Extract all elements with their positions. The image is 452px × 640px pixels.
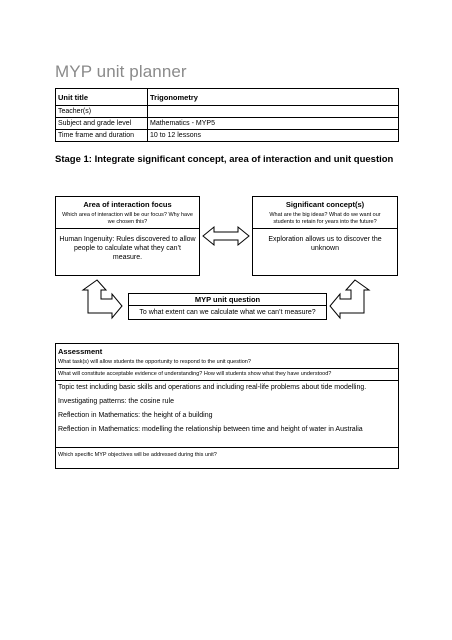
assessment-item: Reflection in Mathematics: modelling the relationship between time and height of water in Australia bbox=[58, 426, 363, 433]
assessment-question-2: What will constitute acceptable evidence of understanding? How will students show what they have understood? bbox=[58, 371, 332, 377]
unit-info-table bbox=[55, 88, 399, 142]
concept-box-title: Significant concept(s) bbox=[285, 200, 365, 209]
area-of-interaction-box bbox=[55, 196, 200, 276]
teacher-value bbox=[148, 106, 399, 118]
assessment-title: Assessment bbox=[58, 347, 103, 356]
assessment-section bbox=[55, 343, 399, 469]
concept-box-content: Exploration allows us to discover the unknown bbox=[268, 236, 382, 252]
table-row bbox=[56, 118, 399, 130]
subject-value: Mathematics - MYP5 bbox=[148, 118, 399, 130]
right-bent-arrow-icon bbox=[330, 280, 369, 318]
stage-heading: Stage 1: Integrate significant concept, area of interaction and unit question bbox=[55, 154, 394, 165]
significant-concept-box bbox=[252, 196, 398, 276]
timeframe-value: 10 to 12 lessons bbox=[148, 130, 399, 142]
unit-title-value: Trigonometry bbox=[148, 89, 399, 106]
table-row bbox=[56, 106, 399, 118]
question-box-content: To what extent can we calculate what we can’t measure? bbox=[139, 309, 316, 316]
question-box-title: MYP unit question bbox=[129, 294, 326, 306]
table-row bbox=[56, 89, 399, 106]
assessment-item: Investigating patterns: the cosine rule bbox=[58, 398, 174, 405]
unit-question-box bbox=[128, 293, 327, 320]
area-box-content: Human Ingenuity: Rules discovered to allow people to calculate what they can’t measure. bbox=[59, 236, 196, 261]
teacher-label: Teacher(s) bbox=[56, 106, 148, 118]
assessment-item: Reflection in Mathematics: the height of a building bbox=[58, 412, 213, 419]
table-row bbox=[56, 130, 399, 142]
concept-box-prompt: What are the big ideas? What do we want our students to retain for years into the future? bbox=[269, 212, 381, 225]
unit-title-label: Unit title bbox=[56, 89, 148, 106]
area-box-title: Area of interaction focus bbox=[83, 200, 172, 209]
left-bent-arrow-icon bbox=[83, 280, 122, 318]
assessment-item: Topic test including basic skills and operations and including real-life problems about tide modelling. bbox=[58, 384, 367, 391]
objectives-question: Which specific MYP objectives will be addressed during this unit? bbox=[58, 452, 217, 458]
timeframe-label: Time frame and duration bbox=[56, 130, 148, 142]
area-box-prompt: Which area of interaction will be our focus? Why have we chosen this? bbox=[62, 212, 193, 225]
page-title: MYP unit planner bbox=[55, 62, 187, 81]
assessment-question-1: What task(s) will allow students the opportunity to respond to the unit question? bbox=[58, 359, 251, 365]
subject-label: Subject and grade level bbox=[56, 118, 148, 130]
double-arrow-icon bbox=[203, 227, 249, 245]
